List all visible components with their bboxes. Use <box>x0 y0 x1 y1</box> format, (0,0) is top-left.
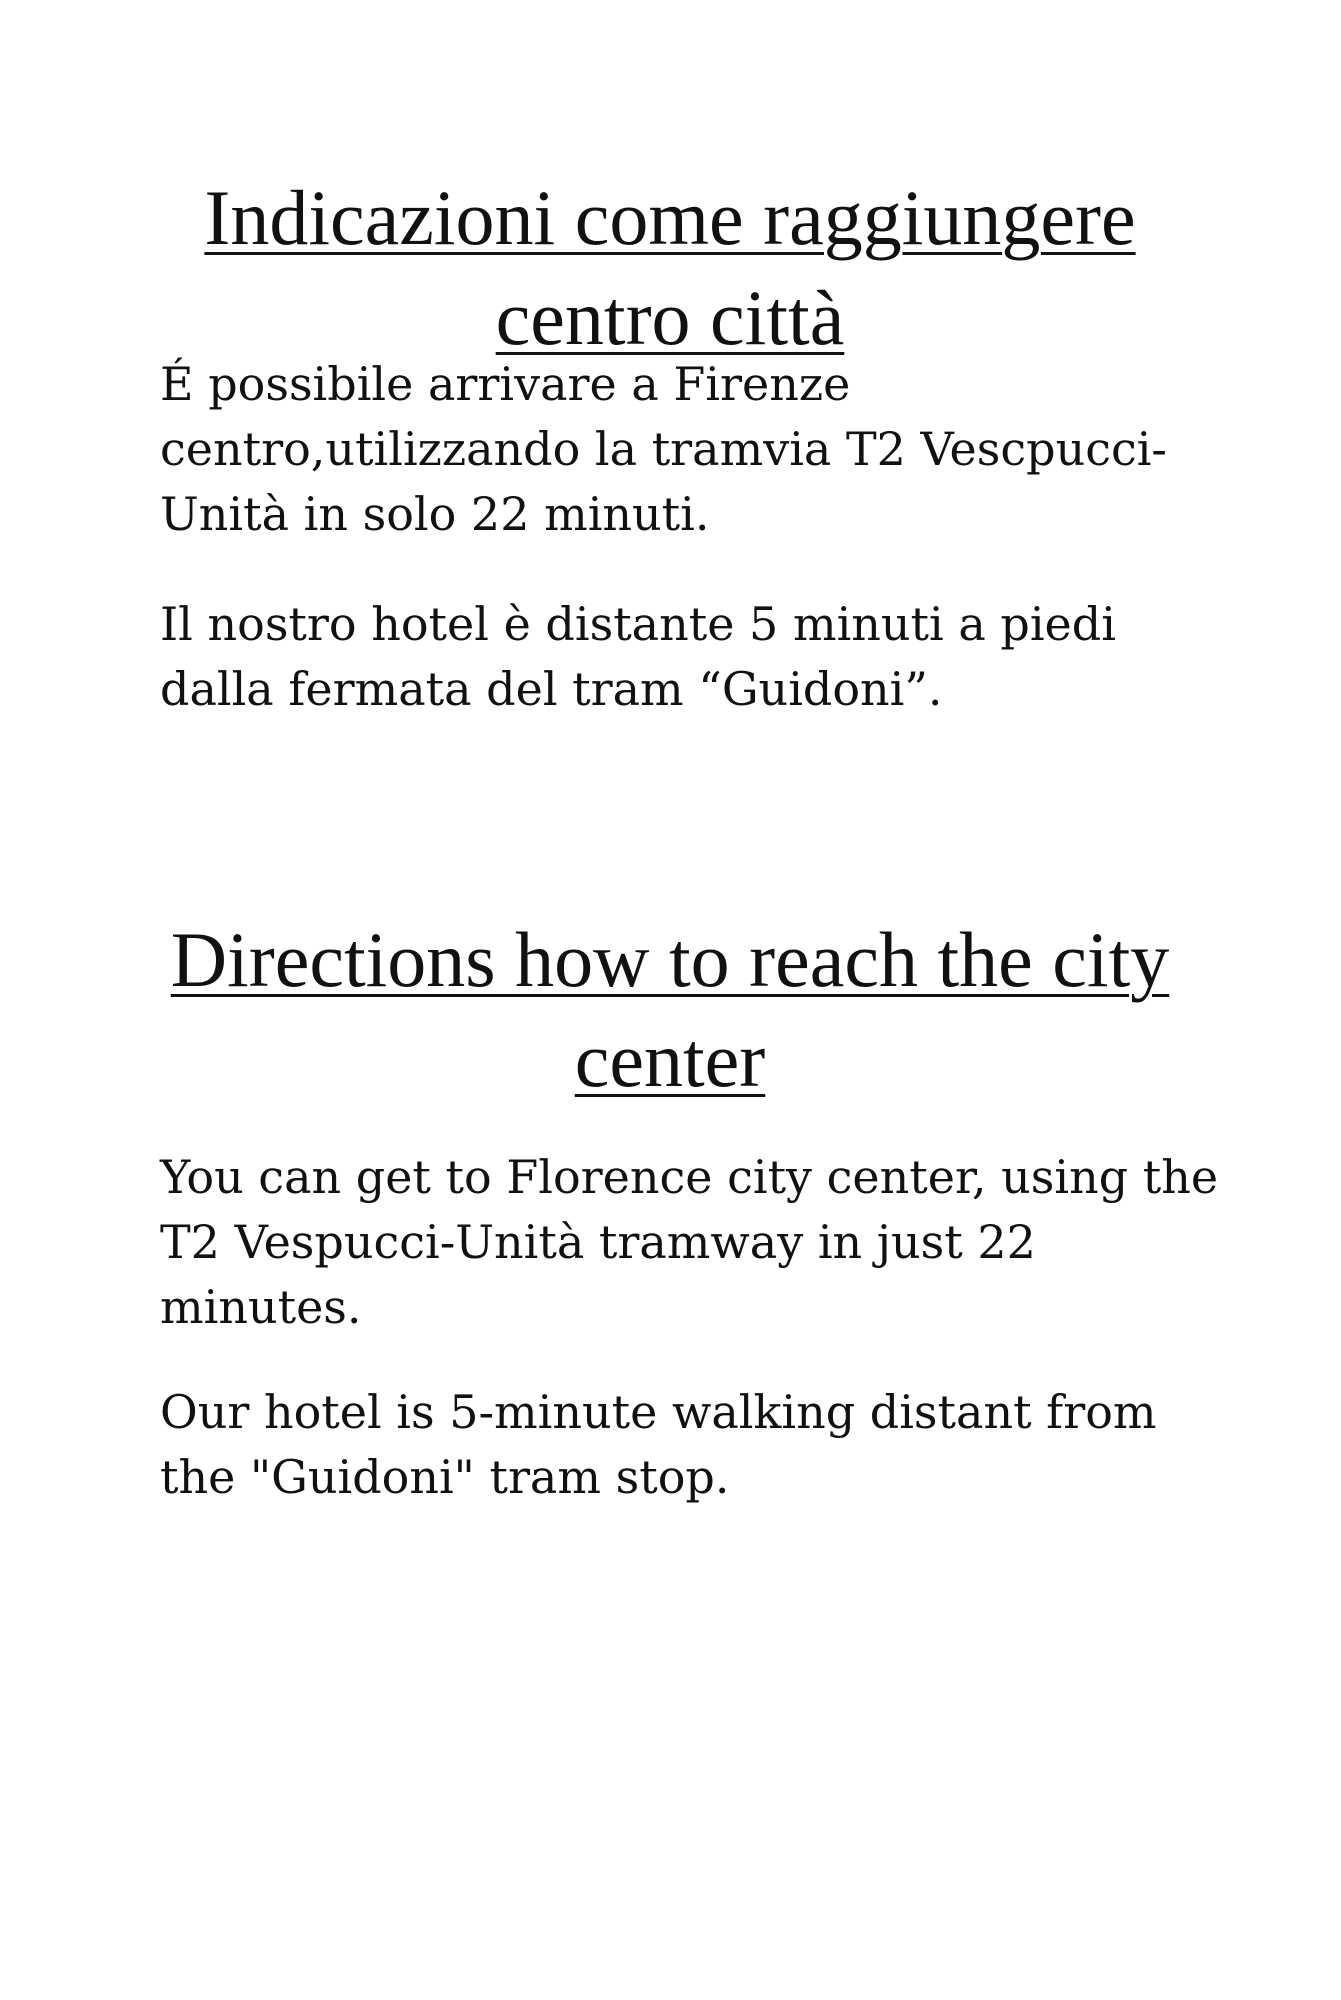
english-paragraph-tram: You can get to Florence city center, using the T2 Vespucci-Unità tramway in just 22 minutes. <box>160 1150 1219 1334</box>
italian-paragraph-tram: É possibile arrivare a Firenze centro,utilizzando la tramvia T2 Vescpucci-Unità in solo 22 minuti. <box>160 357 1167 541</box>
italian-heading: Indicazioni come raggiungere centro città <box>204 174 1136 361</box>
english-paragraph-hotel-distance: Our hotel is 5-minute walking distant from the "Guidoni" tram stop. <box>160 1385 1157 1504</box>
english-heading: Directions how to reach the city center <box>170 916 1170 1103</box>
italian-paragraph-hotel-distance: Il nostro hotel è distante 5 minuti a piedi dalla fermata del tram “Guidoni”. <box>160 597 1116 716</box>
